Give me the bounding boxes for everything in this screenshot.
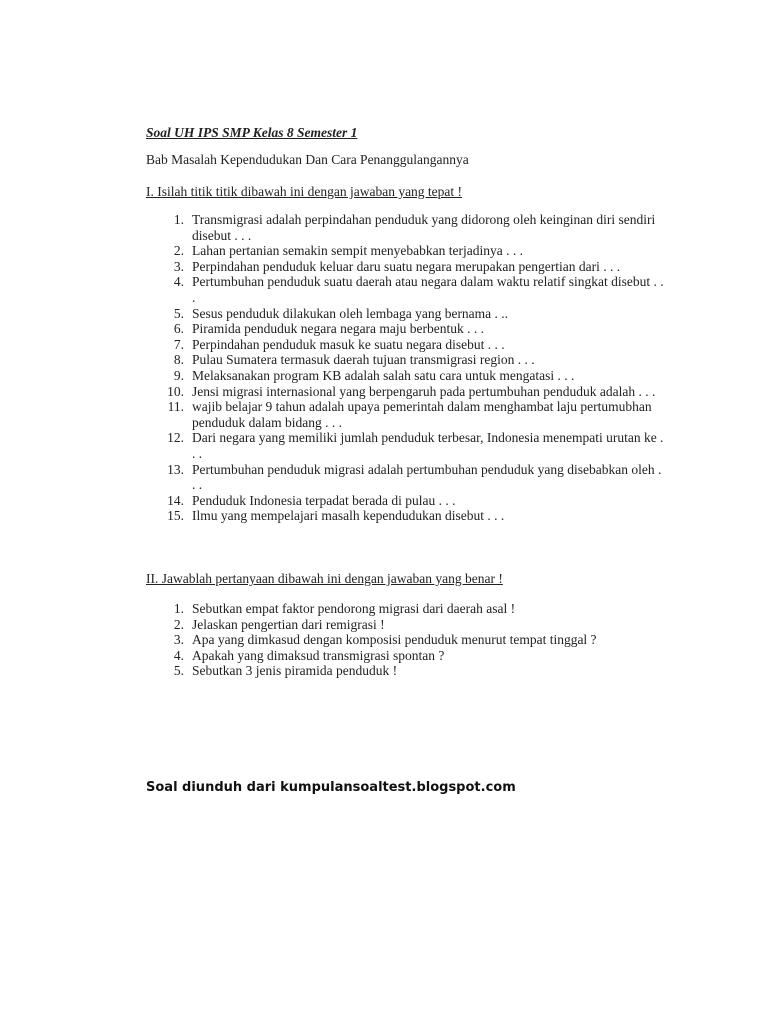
question-item	[146, 212, 666, 243]
question-item	[146, 430, 666, 461]
question-text: Sesus penduduk dilakukan oleh lembaga yang bernama . ..	[192, 305, 509, 321]
question-item	[146, 274, 666, 305]
section1-heading: I. Isilah titik titik dibawah ini dengan jawaban yang tepat !	[146, 184, 463, 199]
question-item	[146, 337, 666, 353]
question-item	[146, 321, 666, 337]
question-text: Piramida penduduk negara negara maju berbentuk . . .	[192, 321, 485, 337]
question-item	[146, 493, 666, 509]
question-text: Pertumbuhan penduduk suatu daerah atau negara dalam waktu relatif singkat disebut . . .	[192, 274, 664, 305]
question-text: Pertumbuhan penduduk migrasi adalah pertumbuhan penduduk yang disebabkan oleh . . .	[192, 461, 662, 493]
question-text: Ilmu yang mempelajari masalh kependudukan disebut . . .	[192, 508, 505, 524]
footer-source-note: Soal diunduh dari kumpulansoaltest.blogspot.com	[146, 780, 516, 795]
question-number: 11 .	[146, 399, 184, 415]
question-item	[146, 368, 666, 384]
question-text: wajib belajar 9 tahun adalah upaya pemerintah dalam menghambat laju pertumubhan penduduk dalam bidang . . .	[192, 399, 652, 430]
question-number: 4 .	[146, 274, 184, 290]
question-number: 5 .	[146, 663, 184, 679]
question-number: 2 .	[146, 617, 184, 633]
question-text: Jelaskan pengertian dari remigrasi !	[192, 616, 385, 632]
question-number: 4 .	[146, 648, 184, 664]
question-number: 12 .	[146, 430, 184, 446]
question-item	[146, 663, 666, 679]
question-item	[146, 243, 666, 259]
question-number: 1 .	[146, 212, 184, 228]
question-number: 8 .	[146, 352, 184, 368]
question-text: Sebutkan empat faktor pendorong migrasi dari daerah asal !	[192, 601, 516, 616]
section2-heading: II. Jawablah pertanyaan dibawah ini dengan jawaban yang benar !	[146, 571, 503, 586]
question-text: Penduduk Indonesia terpadat berada di pulau . . .	[192, 492, 456, 508]
question-item	[146, 399, 666, 430]
question-number: 13 .	[146, 462, 184, 478]
document-subtitle: Bab Masalah Kependudukan Dan Cara Penanggulangannya	[146, 152, 469, 167]
question-text: Melaksanakan program KB adalah salah satu cara untuk mengatasi . . .	[192, 367, 575, 383]
question-number: 14 .	[146, 493, 184, 509]
question-text: Dari negara yang memiliki jumlah penduduk terbesar, Indonesia menempati urutan ke . . .	[192, 430, 664, 461]
question-item	[146, 632, 666, 648]
question-number: 6 .	[146, 321, 184, 337]
question-text: Jensi migrasi internasional yang berpengaruh pada pertumbuhan penduduk adalah . . .	[192, 383, 656, 399]
question-text: Perpindahan penduduk masuk ke suatu negara disebut . . .	[192, 336, 505, 352]
question-text: Transmigrasi adalah perpindahan penduduk yang didorong oleh keinginan diri sendiri disebut . . .	[192, 212, 656, 243]
question-text: Sebutkan 3 jenis piramida penduduk !	[192, 663, 398, 679]
question-number: 7 .	[146, 337, 184, 353]
question-text: Lahan pertanian semakin sempit menyebabkan terjadinya . . .	[192, 243, 524, 259]
question-text: Apa yang dimkasud dengan komposisi penduduk menurut tempat tinggal ?	[192, 632, 597, 648]
question-item	[146, 306, 666, 322]
question-text: Perpindahan penduduk keluar daru suatu negara merupakan pengertian dari . . .	[192, 258, 621, 274]
question-item	[146, 601, 666, 617]
section1-question-list	[146, 212, 666, 524]
question-item	[146, 259, 666, 275]
question-item	[146, 462, 666, 493]
question-item	[146, 384, 666, 400]
question-number: 2 .	[146, 243, 184, 259]
question-number: 9 .	[146, 368, 184, 384]
section2-question-list	[146, 601, 666, 679]
question-item	[146, 617, 666, 633]
question-number: 1 .	[146, 601, 184, 617]
question-text: Pulau Sumatera termasuk daerah tujuan transmigrasi region . . .	[192, 352, 535, 368]
question-number: 15 .	[146, 508, 184, 524]
question-number: 3 .	[146, 259, 184, 275]
question-number: 10 .	[146, 384, 184, 400]
question-item	[146, 352, 666, 368]
question-item	[146, 508, 666, 524]
question-number: 5 .	[146, 306, 184, 322]
question-text: Apakah yang dimaksud transmigrasi spontan ?	[192, 647, 445, 663]
question-number: 3 .	[146, 632, 184, 648]
question-item	[146, 648, 666, 664]
document-title: Soal UH IPS SMP Kelas 8 Semester 1	[146, 125, 358, 140]
